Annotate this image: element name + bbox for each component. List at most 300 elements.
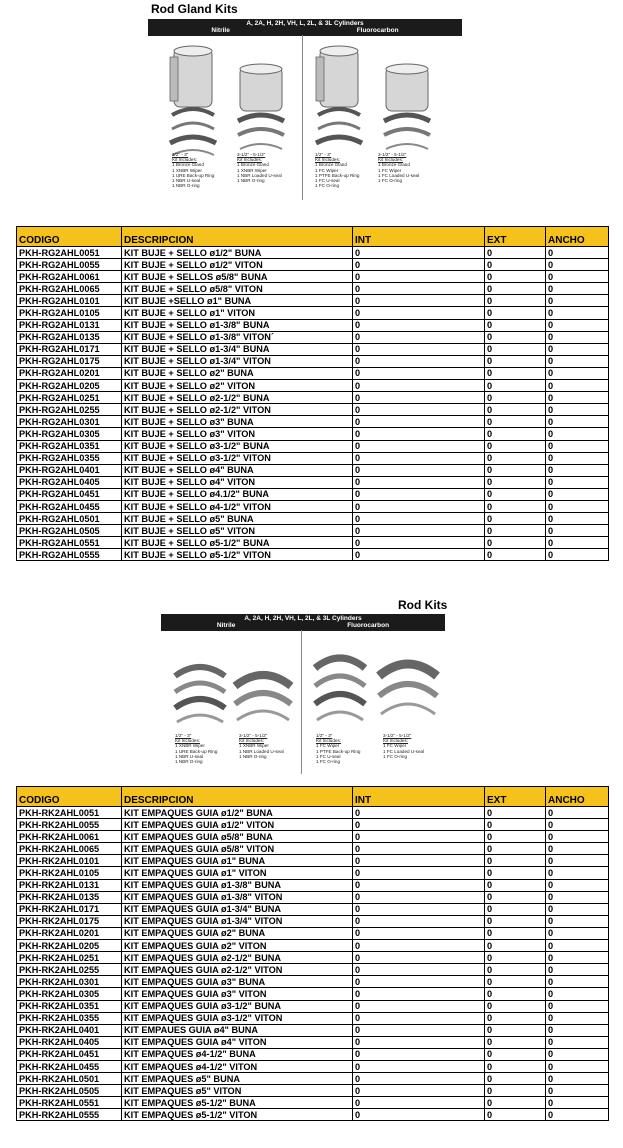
cell-descripcion: KIT BUJE + SELLO ø1-3/4" VITON [122,355,353,367]
gland-note-2-head: Kit Includes: [237,157,263,163]
cell-descripcion: KIT BUJE + SELLO ø5/8" VITON [122,283,353,295]
cell-ext: 0 [485,307,546,319]
cell-descripcion: KIT BUJE + SELLO ø4.1/2" BUNA [122,488,353,500]
gland-note-3-line: 1 Bronze Gland [315,162,347,168]
rod-seal-image-2 [231,660,295,730]
cell-int: 0 [353,1109,485,1121]
cell-int: 0 [353,464,485,476]
table-row [17,807,609,819]
gland-note-3-line: 1 FC O-ring [315,183,339,189]
rod-note-4-line: 1 FC Wiper [383,743,407,749]
cell-ext: 0 [485,903,546,915]
rod-note-3 [316,733,360,764]
cell-ancho: 0 [546,879,609,891]
cell-ext: 0 [485,1048,546,1060]
cell-ext: 0 [485,988,546,1000]
table-header-row [17,227,609,247]
rod-note-2-head: Kit Includes: [239,738,265,744]
cell-codigo: PKH-RG2AHL0305 [17,428,122,440]
cell-int: 0 [353,355,485,367]
cell-codigo: PKH-RG2AHL0401 [17,464,122,476]
cell-ext: 0 [485,891,546,903]
cell-int: 0 [353,1060,485,1072]
cell-descripcion: KIT EMPAQUES GUIA ø2-1/2" BUNA [122,952,353,964]
cell-ancho: 0 [546,1048,609,1060]
gland-note-4-line: 1 FC O-ring [378,178,402,184]
cell-ext: 0 [485,476,546,488]
cell-ext: 0 [485,1097,546,1109]
cell-descripcion: KIT BUJE + SELLO ø2-1/2" VITON [122,404,353,416]
rod-note-1-line: 1 NBR U-seal [175,753,204,759]
cell-int: 0 [353,964,485,976]
cell-codigo: PKH-RG2AHL0351 [17,440,122,452]
cell-codigo: PKH-RG2AHL0451 [17,488,122,500]
cell-ext: 0 [485,440,546,452]
cell-ancho: 0 [546,500,609,512]
cell-int: 0 [353,428,485,440]
table-row [17,380,609,392]
cell-codigo: PKH-RK2AHL0205 [17,940,122,952]
cell-ancho: 0 [546,843,609,855]
table-row [17,927,609,939]
table-header-row [17,787,609,807]
cell-ancho: 0 [546,380,609,392]
cell-descripcion: KIT EMPAQUES GUIA ø1-3/4" VITON [122,915,353,927]
table-row [17,879,609,891]
rod-note-4-head: Kit Includes: [383,738,409,744]
cell-codigo: PKH-RK2AHL0305 [17,988,122,1000]
cell-descripcion: KIT BUJE + SELLO ø4" BUNA [122,464,353,476]
rod-note-3-line: 1 FC O-ring [316,759,340,765]
col-header-descripcion: DESCRIPCION [122,787,353,807]
rod-seal-image-3 [309,646,371,732]
cell-descripcion: KIT EMPAQUES GUIA ø1-3/4" BUNA [122,903,353,915]
table-row [17,891,609,903]
table-row [17,988,609,1000]
gland-kits-figure [148,19,462,202]
cell-descripcion: KIT EMPAQUES GUIA ø3-1/2" VITON [122,1012,353,1024]
cell-descripcion: KIT BUJE +SELLO ø1" BUNA [122,295,353,307]
cell-ancho: 0 [546,940,609,952]
table-row [17,952,609,964]
gland-note-1-size: 1/2" - 3" [172,152,189,157]
cell-ancho: 0 [546,915,609,927]
rod-note-4-line: 1 FC Loaded U-seal [383,748,425,754]
cell-ancho: 0 [546,404,609,416]
cell-int: 0 [353,1036,485,1048]
gland-note-1-line: 1 NBR U-seal [172,178,201,184]
cell-codigo: PKH-RG2AHL0205 [17,380,122,392]
cell-ext: 0 [485,549,546,561]
cell-ancho: 0 [546,488,609,500]
cell-ext: 0 [485,355,546,367]
cell-codigo: PKH-RK2AHL0451 [17,1048,122,1060]
rod-divider [301,630,302,774]
cell-int: 0 [353,940,485,952]
cell-ext: 0 [485,259,546,271]
gland-note-2-line: 1 Bronze Gland [237,162,269,168]
cell-descripcion: KIT EMPAQUES GUIA ø5/8" VITON [122,843,353,855]
cell-int: 0 [353,476,485,488]
rod-note-2-line: 1 XNBR Wiper [239,743,269,749]
cell-descripcion: KIT BUJE + SELLO ø1/2" BUNA [122,247,353,259]
cell-int: 0 [353,440,485,452]
table-row [17,500,609,512]
table-row [17,1085,609,1097]
cell-int: 0 [353,295,485,307]
cell-codigo: PKH-RG2AHL0555 [17,549,122,561]
cell-int: 0 [353,331,485,343]
cell-int: 0 [353,525,485,537]
cell-int: 0 [353,891,485,903]
cell-codigo: PKH-RG2AHL0175 [17,355,122,367]
cell-ancho: 0 [546,416,609,428]
table-row [17,464,609,476]
rod-note-1-line: 1 NBR O-ring [175,759,203,765]
cell-descripcion: KIT BUJE + SELLO ø3-1/2" VITON [122,452,353,464]
cell-int: 0 [353,903,485,915]
cell-ancho: 0 [546,867,609,879]
table-row [17,271,609,283]
rod-note-3-line: 1 PTFE Back-up Ring [316,748,361,754]
cell-ext: 0 [485,855,546,867]
cell-ext: 0 [485,1000,546,1012]
cell-codigo: PKH-RK2AHL0355 [17,1012,122,1024]
gland-note-2-line: 1 NBR O-ring [237,178,265,184]
cell-descripcion: KIT BUJE + SELLO ø1/2" VITON [122,259,353,271]
col-header-codigo: CODIGO [17,227,122,247]
cell-codigo: PKH-RK2AHL0301 [17,976,122,988]
cell-ext: 0 [485,283,546,295]
cell-int: 0 [353,392,485,404]
cell-codigo: PKH-RK2AHL0101 [17,855,122,867]
cell-ancho: 0 [546,1024,609,1036]
cell-int: 0 [353,367,485,379]
rod-note-1 [175,733,217,764]
cell-ancho: 0 [546,1036,609,1048]
cell-ancho: 0 [546,343,609,355]
cell-int: 0 [353,271,485,283]
table-row [17,440,609,452]
cell-ancho: 0 [546,1000,609,1012]
col-header-ancho: ANCHO [546,227,609,247]
table-row [17,355,609,367]
gland-note-1-line: 1 XNBR Wiper [172,167,202,173]
cell-ancho: 0 [546,1073,609,1085]
cell-ext: 0 [485,500,546,512]
cell-codigo: PKH-RK2AHL0455 [17,1060,122,1072]
cell-ancho: 0 [546,295,609,307]
cell-ext: 0 [485,380,546,392]
cell-ext: 0 [485,843,546,855]
cell-ancho: 0 [546,988,609,1000]
cell-descripcion: KIT EMPAQUES GUIA ø3" VITON [122,988,353,1000]
table-row [17,537,609,549]
table-row [17,452,609,464]
cell-codigo: PKH-RK2AHL0061 [17,831,122,843]
cell-codigo: PKH-RK2AHL0135 [17,891,122,903]
cell-descripcion: KIT EMPAQUES ø5" VITON [122,1085,353,1097]
cell-descripcion: KIT EMPAQUES GUIA ø2" BUNA [122,927,353,939]
gland-kits-table-body [17,247,609,561]
gland-note-3-line: 1 FC U-seal [315,178,340,184]
cell-codigo: PKH-RG2AHL0455 [17,500,122,512]
cell-int: 0 [353,831,485,843]
cell-int: 0 [353,915,485,927]
rod-note-2-size: 3-1/2" - 5-1/2" [239,733,268,738]
cell-int: 0 [353,247,485,259]
cell-codigo: PKH-RK2AHL0505 [17,1085,122,1097]
cell-descripcion: KIT EMPAQUES GUIA ø1-3/8" VITON [122,891,353,903]
cell-descripcion: KIT BUJE + SELLOS ø5/8" BUNA [122,271,353,283]
cell-int: 0 [353,500,485,512]
cell-ancho: 0 [546,271,609,283]
cell-ext: 0 [485,1109,546,1121]
table-row [17,247,609,259]
cell-ext: 0 [485,867,546,879]
table-row [17,476,609,488]
cell-ancho: 0 [546,283,609,295]
gland-note-2-size: 3-1/2" - 5-1/2" [237,152,266,157]
cell-descripcion: KIT BUJE + SELLO ø1-3/4" BUNA [122,343,353,355]
gland-note-1-line: 1 URE Back-up Ring [172,172,215,178]
table-row [17,367,609,379]
cell-ancho: 0 [546,891,609,903]
gland-note-4-head: Kit Includes: [378,157,404,163]
cell-int: 0 [353,819,485,831]
col-header-codigo: CODIGO [17,787,122,807]
cell-int: 0 [353,1048,485,1060]
cell-descripcion: KIT BUJE + SELLO ø3-1/2" BUNA [122,440,353,452]
gland-kits-table [16,226,609,561]
table-row [17,283,609,295]
cell-ext: 0 [485,319,546,331]
rod-note-1-head: Kit Includes: [175,738,201,744]
cell-ext: 0 [485,1085,546,1097]
cell-ancho: 0 [546,537,609,549]
cell-ext: 0 [485,271,546,283]
cell-codigo: PKH-RK2AHL0555 [17,1109,122,1121]
table-row [17,1000,609,1012]
cell-ext: 0 [485,1060,546,1072]
cell-ext: 0 [485,976,546,988]
cell-ancho: 0 [546,452,609,464]
cell-int: 0 [353,488,485,500]
table-row [17,1048,609,1060]
cell-ext: 0 [485,247,546,259]
cell-descripcion: KIT BUJE + SELLO ø2" VITON [122,380,353,392]
table-row [17,331,609,343]
cell-int: 0 [353,1000,485,1012]
rod-note-1-line: 1 URE Back-up Ring [175,748,218,754]
gland-note-4-line: 1 FC Loaded U-seal [378,172,420,178]
cell-descripcion: KIT BUJE + SELLO ø5" VITON [122,525,353,537]
col-header-descripcion: DESCRIPCION [122,227,353,247]
cell-codigo: PKH-RG2AHL0251 [17,392,122,404]
cell-codigo: PKH-RG2AHL0101 [17,295,122,307]
cell-codigo: PKH-RG2AHL0171 [17,343,122,355]
gland-note-1-line: 1 NBR O-ring [172,183,200,189]
cell-ext: 0 [485,1012,546,1024]
gland-fluorocarbon-label: Fluorocarbon [356,27,399,34]
cell-ancho: 0 [546,1085,609,1097]
cell-descripcion: KIT BUJE + SELLO ø5-1/2" VITON [122,549,353,561]
cell-codigo: PKH-RK2AHL0405 [17,1036,122,1048]
cell-ext: 0 [485,343,546,355]
cell-codigo: PKH-RK2AHL0055 [17,819,122,831]
cell-descripcion: KIT EMPAQUES GUIA ø1" BUNA [122,855,353,867]
rod-note-3-head: Kit Includes: [316,738,342,744]
cell-ext: 0 [485,831,546,843]
table-row [17,940,609,952]
cell-ancho: 0 [546,927,609,939]
cell-ancho: 0 [546,976,609,988]
cell-int: 0 [353,1073,485,1085]
gland-note-1-line: 1 Bronze Gland [172,162,204,168]
cell-ext: 0 [485,404,546,416]
cell-int: 0 [353,343,485,355]
rod-nitrile-label: Nitrile [216,622,236,629]
cell-ancho: 0 [546,464,609,476]
cell-ancho: 0 [546,831,609,843]
cell-descripcion: KIT EMPAQUES GUIA ø1/2" BUNA [122,807,353,819]
cell-codigo: PKH-RG2AHL0255 [17,404,122,416]
cell-ancho: 0 [546,440,609,452]
gland-nitrile-label: Nitrile [211,27,230,34]
col-header-int: INT [353,227,485,247]
rod-note-1-size: 1/2" - 3" [175,733,192,738]
cell-ancho: 0 [546,903,609,915]
gland-seal-image-2 [230,59,290,159]
gland-kits-banner [148,19,462,36]
cell-descripcion: KIT EMPAQUES GUIA ø1" VITON [122,867,353,879]
gland-note-3 [315,152,359,188]
table-row [17,1036,609,1048]
cell-ext: 0 [485,488,546,500]
table-row [17,259,609,271]
cell-descripcion: KIT BUJE + SELLO ø5" BUNA [122,513,353,525]
cell-ancho: 0 [546,549,609,561]
cell-ancho: 0 [546,819,609,831]
cell-descripcion: KIT BUJE + SELLO ø5-1/2" BUNA [122,537,353,549]
cell-codigo: PKH-RG2AHL0551 [17,537,122,549]
cell-ancho: 0 [546,319,609,331]
gland-note-4-line: 1 FC Wiper [378,167,402,173]
cell-ext: 0 [485,513,546,525]
rod-note-3-line: 1 FC Wiper [316,743,340,749]
cell-descripcion: KIT EMPAQUES ø5" BUNA [122,1073,353,1085]
cell-ext: 0 [485,927,546,939]
table-row [17,319,609,331]
cell-codigo: PKH-RG2AHL0105 [17,307,122,319]
cell-codigo: PKH-RG2AHL0405 [17,476,122,488]
cell-int: 0 [353,307,485,319]
cell-int: 0 [353,416,485,428]
cell-ancho: 0 [546,259,609,271]
cell-int: 0 [353,537,485,549]
cell-descripcion: KIT EMPAQUES GUIA ø3" BUNA [122,976,353,988]
cell-descripcion: KIT EMPAQUES GUIA ø2-1/2" VITON [122,964,353,976]
cell-ext: 0 [485,879,546,891]
table-row [17,307,609,319]
cell-ext: 0 [485,1024,546,1036]
table-row [17,549,609,561]
cell-ext: 0 [485,915,546,927]
cell-int: 0 [353,404,485,416]
cell-ext: 0 [485,940,546,952]
cell-descripcion: KIT EMPAQUES ø4-1/2" VITON [122,1060,353,1072]
gland-note-1-head: Kit Includes: [172,157,198,163]
cell-ext: 0 [485,952,546,964]
cell-ancho: 0 [546,1097,609,1109]
rod-seal-image-1 [169,658,231,732]
rod-note-4-size: 3-1/2" - 5-1/2" [383,733,412,738]
cell-ancho: 0 [546,307,609,319]
cell-int: 0 [353,259,485,271]
cell-ext: 0 [485,819,546,831]
table-row [17,1073,609,1085]
cell-descripcion: KIT EMPAUES GUIA ø4" BUNA [122,1024,353,1036]
cell-ancho: 0 [546,355,609,367]
cell-descripcion: KIT EMPAQUES GUIA ø2" VITON [122,940,353,952]
table-row [17,855,609,867]
cell-ext: 0 [485,452,546,464]
cell-codigo: PKH-RG2AHL0055 [17,259,122,271]
table-row [17,903,609,915]
gland-note-2-line: 1 NBR Loaded U-seal [237,172,282,178]
cell-ancho: 0 [546,1109,609,1121]
gland-note-3-size: 1/2" - 3" [315,152,332,157]
cell-codigo: PKH-RK2AHL0251 [17,952,122,964]
cell-descripcion: KIT BUJE + SELLO ø1-3/8" VITON´ [122,331,353,343]
cell-ext: 0 [485,331,546,343]
cell-int: 0 [353,1024,485,1036]
table-row [17,1097,609,1109]
gland-note-4-line: 1 Bronze Gland [378,162,410,168]
cell-ext: 0 [485,525,546,537]
cell-int: 0 [353,1097,485,1109]
col-header-ancho: ANCHO [546,787,609,807]
table-row [17,1060,609,1072]
gland-seal-image-3 [308,43,366,163]
cell-ancho: 0 [546,428,609,440]
cell-codigo: PKH-RK2AHL0175 [17,915,122,927]
cell-int: 0 [353,952,485,964]
table-row [17,416,609,428]
gland-kits-title: Rod Gland Kits [151,2,238,16]
cell-codigo: PKH-RK2AHL0131 [17,879,122,891]
cell-ancho: 0 [546,525,609,537]
cell-ext: 0 [485,392,546,404]
cell-codigo: PKH-RK2AHL0551 [17,1097,122,1109]
cell-int: 0 [353,988,485,1000]
cell-codigo: PKH-RK2AHL0051 [17,807,122,819]
cell-ancho: 0 [546,392,609,404]
table-row [17,392,609,404]
cell-codigo: PKH-RG2AHL0201 [17,367,122,379]
gland-note-2 [237,152,282,183]
col-header-ext: EXT [485,787,546,807]
cell-ancho: 0 [546,807,609,819]
gland-seal-image-4 [376,59,436,159]
cell-codigo: PKH-RK2AHL0255 [17,964,122,976]
cell-ext: 0 [485,807,546,819]
rod-note-1-line: 1 XNBR Wiper [175,743,205,749]
cell-int: 0 [353,927,485,939]
cell-int: 0 [353,1085,485,1097]
table-row [17,513,609,525]
table-row [17,404,609,416]
